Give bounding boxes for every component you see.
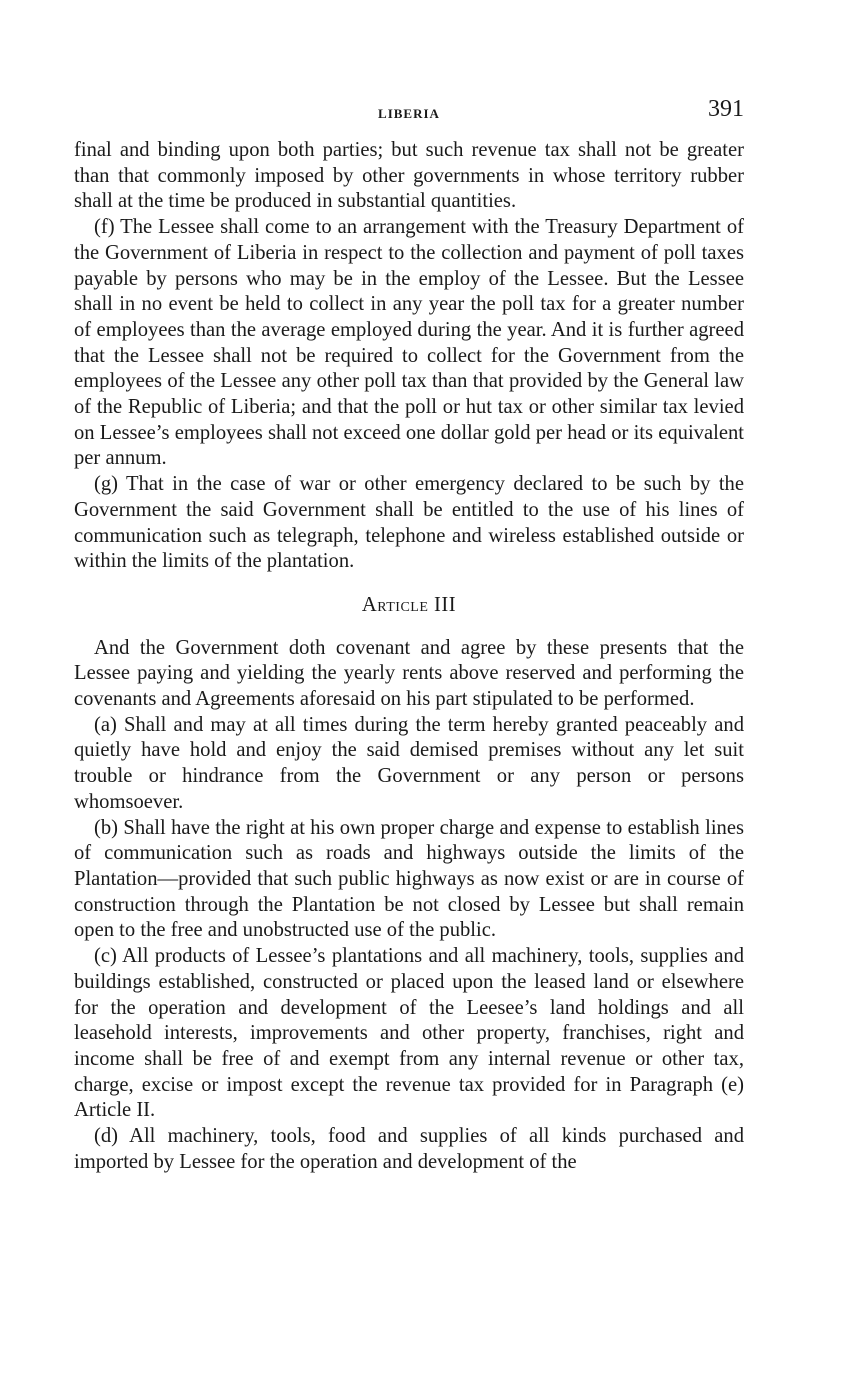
article-heading: Article III <box>361 593 457 616</box>
paragraph-b: (b) Shall have the right at his own proper charge and expense to establish lines of communication such as roads and highways outside the limits of the Plantation—provided that such public highways as now exist or are in course of construction through the Plantation be not closed by Lessee but shall remain open to the free and unobstructed use of the public. <box>74 816 744 942</box>
paragraph-f: (f) The Lessee shall come to an arrangement with the Treasury Department of the Government of Liberia in respect to the collection and payment of poll taxes payable by persons who may be in the employ of the Lessee. But the Lessee shall in no event be held to collect in any year the poll tax for a greater number of employees than the average employed during the year. And it is further agreed that the Lessee shall not be required to collect for the Government from the employees of the Lessee any other poll tax than that provided by the General law of the Republic of Liberia; and that the poll or hut tax or other similar tax levied on Lessee’s employees shall not exceed one dollar gold per head or its equivalent per annum. <box>74 216 744 470</box>
document-page <box>74 96 744 1175</box>
paragraph-a: (a) Shall and may at all times during the term hereby granted peaceably and quietly have hold and enjoy the said demised premises without any let suit trouble or hindrance from the Government or any person or persons whomsoever. <box>74 713 744 813</box>
paragraph-c: (c) All products of Lessee’s plantations and all machinery, tools, supplies and buildings established, constructed or placed upon the leased land or elsewhere for the operation and development of the Leesee’s land holdings and all leasehold interests, improvements and other property, franchises, right and income shall be free of and exempt from any internal revenue or other tax, charge, excise or impost except the revenue tax provided for in Paragraph (e) Article II. <box>74 945 744 1122</box>
paragraph-continuation: final and binding upon both parties; but such revenue tax shall not be greater than that commonly imposed by other governments in whose territory rubber shall at the time be produced in substantial quantities. <box>74 139 744 213</box>
paragraph-covenant: And the Government doth covenant and agree by these presents that the Lessee paying and yielding the yearly rents above reserved and performing the covenants and Agreements aforesaid on his part stipulated to be performed. <box>74 636 744 711</box>
body-text <box>74 138 744 1175</box>
paragraph-g: (g) That in the case of war or other emergency declared to be such by the Government the said Government shall be entitled to the use of his lines of communication such as telegraph, telephone and wireless established outside or within the limits of the plantation. <box>74 473 744 573</box>
running-head <box>74 96 744 132</box>
paragraph-d: (d) All machinery, tools, food and supplies of all kinds purchased and imported by Lessee for the operation and development of the <box>74 1125 744 1173</box>
running-title: LIBERIA <box>378 106 440 121</box>
page-number: 391 <box>708 96 744 122</box>
